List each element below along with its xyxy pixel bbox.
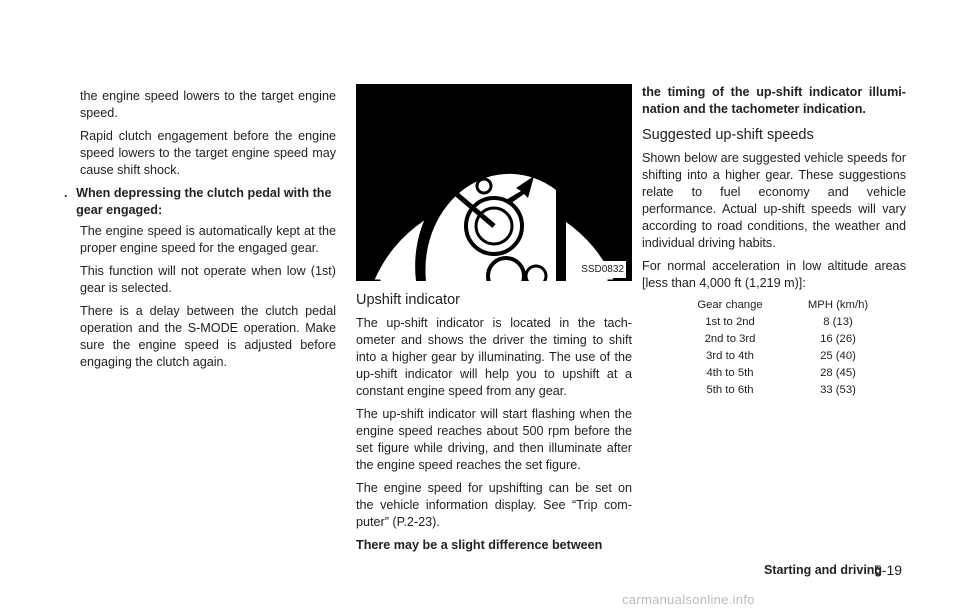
- paragraph: There may be a slight difference between: [356, 538, 603, 552]
- paragraph: the engine speed lowers to the target engine speed.: [80, 89, 336, 120]
- tick-mark: [365, 267, 374, 268]
- paragraph: There is a delay between the clutch pedal operation and the S-MODE operation. Make sure the engine speed is adjusted before engaging the clutch again.: [80, 304, 336, 369]
- table-cell: 33 (53): [820, 384, 856, 396]
- upshift-speed-table: [676, 298, 892, 400]
- rev-label: REV: [474, 157, 503, 173]
- table-cell: 28 (45): [820, 367, 856, 379]
- tachometer-illustration: [356, 84, 632, 281]
- tachometer-figure: [356, 84, 632, 281]
- table-row: [676, 383, 892, 400]
- table-cell: 8 (13): [823, 316, 853, 328]
- table-row: [676, 366, 892, 383]
- paragraph: The engine speed is automatically kept at the proper engine speed for the engaged gear.: [80, 224, 336, 255]
- upshift-indicator-lamp: [477, 179, 491, 193]
- watermark: carmanualsonline.info: [622, 592, 755, 607]
- paragraph: the timing of the up-shift indicator illumi-nation and the tachometer indication.: [642, 85, 906, 116]
- tick-mark: [480, 145, 481, 155]
- figure-caption: SSD0832: [579, 261, 626, 278]
- table-cell: 1st to 2nd: [705, 316, 755, 328]
- column-1: [64, 88, 336, 377]
- table-row: [676, 332, 892, 349]
- table-cell: 2nd to 3rd: [704, 333, 756, 345]
- paragraph: The engine speed for upshifting can be set on the vehicle information display. See “Trip com-puter” (P.2-23).: [356, 481, 632, 529]
- table-row: [676, 315, 892, 332]
- column-2: [356, 84, 632, 560]
- bullet-marker: .: [64, 186, 68, 200]
- table-row: [676, 349, 892, 366]
- paragraph: The up-shift indicator will start flashing when the engine speed reaches about 500 rpm before the set figure while driving, and then illuminate after the engine speed reaches the set figure.: [356, 407, 632, 472]
- table-cell: 5th to 6th: [706, 384, 754, 396]
- paragraph: The up-shift indicator is located in the tach-ometer and shows the driver the timing to shift into a higher gear by illuminating. The use of the up-shift indicator will help you to upshift at a constant engine speed from any gear.: [356, 316, 632, 398]
- paragraph: For normal acceleration in low altitude areas [less than 4,000 ft (1,219 m)]:: [642, 259, 906, 290]
- table-cell: 16 (26): [820, 333, 856, 345]
- lower-knob: [488, 258, 524, 281]
- paragraph: Rapid clutch engagement before the engine speed lowers to the target engine speed may cause shift shock.: [80, 129, 336, 177]
- table-header: Gear change: [697, 299, 763, 311]
- footer-section-title: Starting and driving: [764, 563, 883, 577]
- section-heading: Suggested up-shift speeds: [642, 127, 814, 143]
- column-3: [642, 84, 906, 400]
- tick-mark: [507, 145, 508, 155]
- bullet-item: [64, 185, 336, 219]
- table-header: MPH (km/h): [807, 299, 869, 311]
- paragraph: This function will not operate when low (1st) gear is selected.: [80, 264, 336, 295]
- table-cell: 4th to 5th: [706, 367, 754, 379]
- bullet-heading: When depressing the clutch pedal with the gear engaged:: [76, 186, 332, 217]
- table-cell: 3rd to 4th: [706, 350, 754, 362]
- page-number: 5-19: [874, 562, 903, 578]
- paragraph: Shown below are suggested vehicle speeds for shifting into a higher gear. These suggestions relate to fuel economy and vehicle performance. Actual up-shift speeds will vary according to road conditions, the weather and individual driving habits.: [642, 151, 906, 250]
- section-heading: Upshift indicator: [356, 292, 460, 308]
- table-cell: 25 (40): [820, 350, 856, 362]
